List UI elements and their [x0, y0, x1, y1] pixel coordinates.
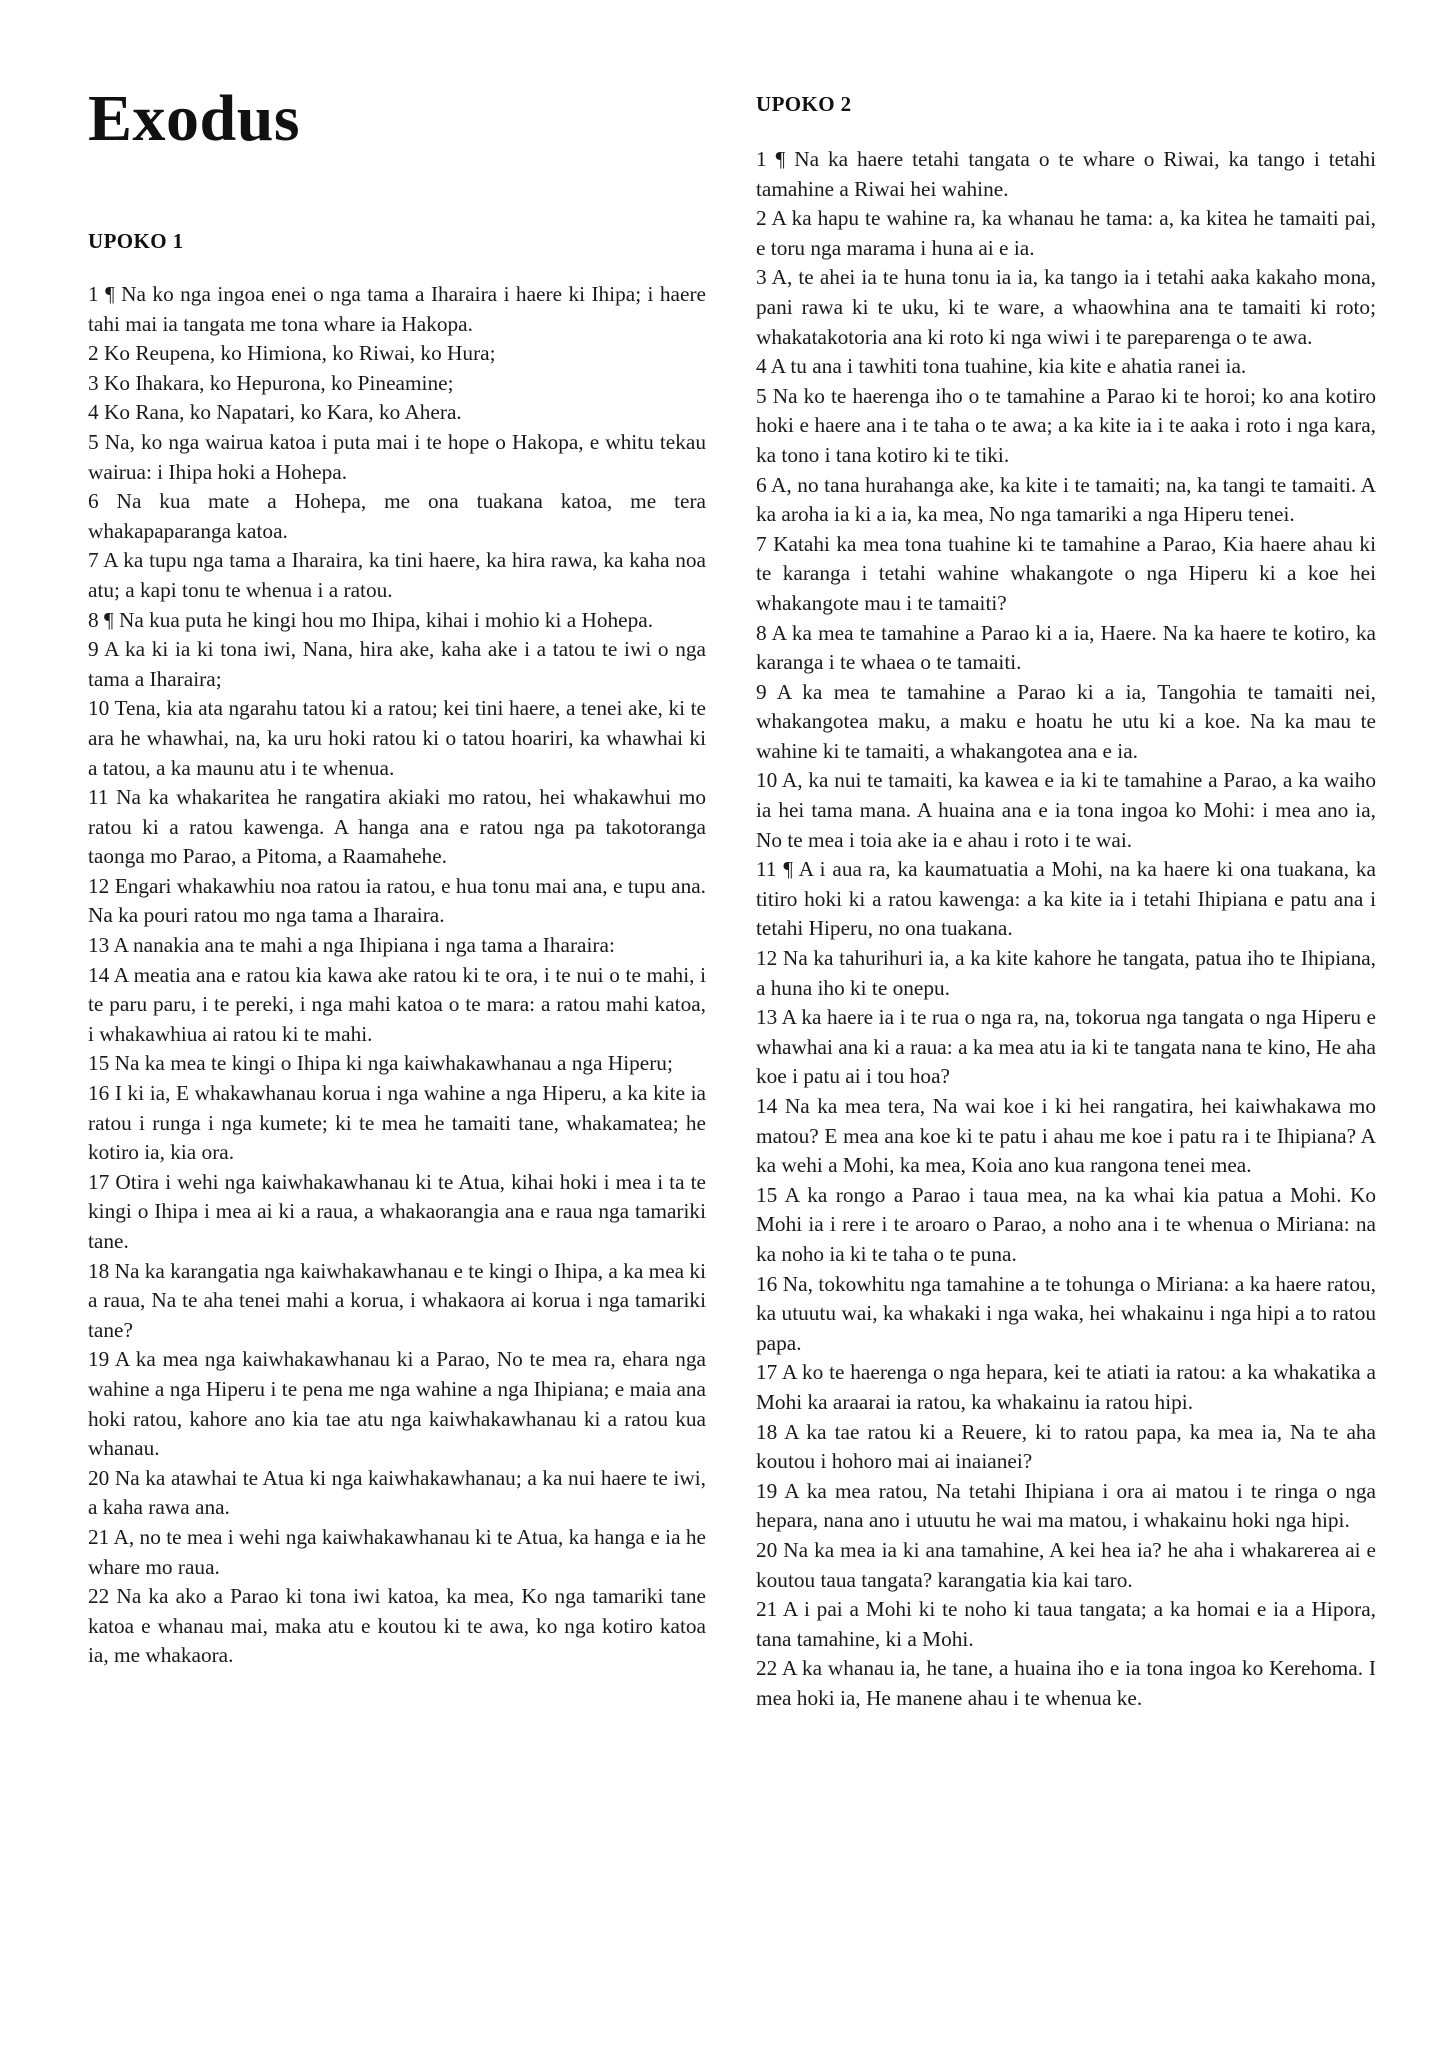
verse: 22 A ka whanau ia, he tane, a huaina iho e ia tona ingoa ko Kerehoma. I mea hoki ia, He manene ahau i te whenua ke. — [756, 1656, 1376, 1710]
verse: 10 Tena, kia ata ngarahu tatou ki a ratou; kei tini haere, a tenei ake, ki te ara he whawhai, na, ka uru hoki ratou ki o tatou hoariri, ka whawhai ki a tatou, a ka maunu atu i te whenua. — [88, 696, 706, 780]
verse: 3 A, te ahei ia te huna tonu ia ia, ka tango ia i tetahi aaka kakaho mona, pani rawa ki te uku, ki te ware, a whaowhina ana te tamaiti ki roto; whakatakotoria ana ki roto ki nga wiwi i te pareparenga o te awa. — [756, 265, 1376, 349]
verse: 22 Na ka ako a Parao ki tona iwi katoa, ka mea, Ko nga tamariki tane katoa e whanau mai, maka atu e koutou ki te awa, ko nga kotiro katoa ia, me whakaora. — [88, 1584, 706, 1668]
verse: 19 A ka mea nga kaiwhakawhanau ki a Parao, No te mea ra, ehara nga wahine a nga Hiperu i te pena me nga wahine a nga Ihipiana; e maia ana hoki ratou, kahore ano kia tae atu nga kaiwhakawhanau ki a ratou kua whanau. — [88, 1347, 706, 1461]
verse: 20 Na ka mea ia ki ana tamahine, A kei hea ia? he aha i whakarerea ai e koutou taua tangata? karangatia kia kai taro. — [756, 1537, 1376, 1592]
verse: 2 Ko Reupena, ko Himiona, ko Riwai, ko Hura; — [88, 341, 496, 366]
verse: 16 I ki ia, E whakawhanau korua i nga wahine a nga Hiperu, a ka kite ia ratou i runga i nga kumete; ki te mea he tamaiti tane, whakamatea; he kotiro ia, kia ora. — [88, 1081, 706, 1165]
verse: 2 A ka hapu te wahine ra, ka whanau he tama: a, ka kitea he tamaiti pai, e toru nga marama i huna ai e ia. — [756, 206, 1376, 260]
verse: 14 A meatia ana e ratou kia kawa ake ratou ki te ora, i te nui o te mahi, i te paru paru, i te pereki, i nga mahi katoa o te mara: a ratou mahi katoa, i whakawhiua ai ratou ki te mahi. — [88, 962, 706, 1046]
verse: 1 ¶ Na ka haere tetahi tangata o te whare o Riwai, ka tango i tetahi tamahine a Riwai hei wahine. — [756, 147, 1376, 201]
verse: 19 A ka mea ratou, Na tetahi Ihipiana i ora ai matou i te ringa o nga hepara, nana ano i utuutu he wai ma matou, i whakainu hoki nga hipi. — [756, 1478, 1376, 1533]
verse: 17 Otira i wehi nga kaiwhakawhanau ki te Atua, kihai hoki i mea i ta te kingi o Ihipa i mea ai ki a raua, a whakaorangia ana e raua nga tamariki tane. — [88, 1169, 706, 1253]
verse: 12 Engari whakawhiu noa ratou ia ratou, e hua tonu mai ana, e tupu ana. Na ka pouri ratou mo nga tama a Iharaira. — [88, 873, 706, 928]
verse: 6 Na kua mate a Hohepa, me ona tuakana katoa, me tera whakapaparanga katoa. — [88, 489, 706, 543]
verse: 20 Na ka atawhai te Atua ki nga kaiwhakawhanau; a ka nui haere te iwi, a kaha rawa ana. — [88, 1465, 706, 1520]
verse: 4 Ko Rana, ko Napatari, ko Kara, ko Ahera. — [88, 400, 462, 425]
verse: 21 A, no te mea i wehi nga kaiwhakawhanau ki te Atua, ka hanga e ia he whare mo raua. — [88, 1524, 706, 1579]
verse: 16 Na, tokowhitu nga tamahine a te tohunga o Miriana: a ka haere ratou, ka utuutu wai, ka whakaki i nga waka, hei whakainu i nga hipi a to ratou papa. — [756, 1271, 1376, 1355]
verse: 8 A ka mea te tamahine a Parao ki a ia, Haere. Na ka haere te kotiro, ka karanga i te whaea o te tamaiti. — [756, 620, 1376, 675]
book-title: Exodus — [88, 82, 301, 155]
verse: 3 Ko Ihakara, ko Hepurona, ko Pineamine; — [88, 370, 454, 395]
verse: 1 ¶ Na ko nga ingoa enei o nga tama a Iharaira i haere ki Ihipa; i haere tahi mai ia tangata me tona whare ia Hakopa. — [88, 282, 706, 336]
verse: 13 A nanakia ana te mahi a nga Ihipiana i nga tama a Iharaira: — [88, 933, 615, 958]
chapter-2-verses — [756, 145, 1376, 1713]
verse: 10 A, ka nui te tamaiti, ka kawea e ia ki te tamahine a Parao, a ka waiho ia hei tama mana. A huaina ana e ia tona ingoa ko Mohi: i mea ano ia, No te mea i toia ake ia e ahau i roto i te wai. — [756, 768, 1376, 852]
verse: 17 A ko te haerenga o nga hepara, kei te atiati ia ratou: a ka whakatika a Mohi ka araarai ia ratou, ka whakainu ia ratou hipi. — [756, 1360, 1376, 1414]
verse: 8 ¶ Na kua puta he kingi hou mo Ihipa, kihai i mohio ki a Hohepa. — [88, 607, 654, 632]
chapter-1-heading: UPOKO 1 — [88, 229, 184, 253]
verse: 5 Na, ko nga wairua katoa i puta mai i te hope o Hakopa, e whitu tekau wairua: i Ihipa hoki a Hohepa. — [88, 429, 706, 484]
verse: 15 Na ka mea te kingi o Ihipa ki nga kaiwhakawhanau a nga Hiperu; — [88, 1051, 673, 1076]
verse: 11 Na ka whakaritea he rangatira akiaki mo ratou, hei whakawhui mo ratou ki a ratou kawenga. A hanga ana e ratou nga pa takotoranga taonga mo Parao, a Pitoma, a Raamahehe. — [88, 785, 706, 869]
chapter-1-verses — [88, 280, 706, 1671]
verse: 13 A ka haere ia i te rua o nga ra, na, tokorua nga tangata o nga Hiperu e whawhai ana ki a raua: a ka mea atu ia ki te tangata nana te kino, He aha koe i patu ai i tou hoa? — [756, 1005, 1376, 1089]
verse: 14 Na ka mea tera, Na wai koe i ki hei rangatira, hei kaiwhakawa mo matou? E mea ana koe ki te patu i ahau me koe i patu ra i te Ihipiana? A ka wehi a Mohi, ka mea, Koia ano kua rangona tenei mea. — [756, 1094, 1376, 1178]
verse: 7 A ka tupu nga tama a Iharaira, ka tini haere, ka hira rawa, ka kaha noa atu; a kapi tonu te whenua i a ratou. — [88, 548, 706, 602]
verse: 6 A, no tana hurahanga ake, ka kite i te tamaiti; na, ka tangi te tamaiti. A ka aroha ia ki a ia, ka mea, No nga tamariki a nga Hiperu tenei. — [756, 472, 1376, 527]
verse: 7 Katahi ka mea tona tuahine ki te tamahine a Parao, Kia haere ahau ki te karanga i tetahi wahine whakangote o nga Hiperu ki a koe hei whakangote mau i te tamaiti? — [756, 531, 1376, 615]
verse: 5 Na ko te haerenga iho o te tamahine a Parao ki te horoi; ko ana kotiro hoki e haere ana i te taha o te awa; a ka kite ia i te aaka i roto i nga kara, ka tono i tana kotiro ki te tiki. — [756, 383, 1376, 467]
chapter-2-heading: UPOKO 2 — [756, 92, 852, 116]
verse: 15 A ka rongo a Parao i taua mea, na ka whai kia patua a Mohi. Ko Mohi ia i rere i te aroaro o Parao, a noho ana i te whenua o Miriana: na ka noho ia ki te taha o te puna. — [756, 1182, 1376, 1266]
verse: 18 A ka tae ratou ki a Reuere, ki to ratou papa, ka mea ia, Na te aha koutou i hohoro mai ai inaianei? — [756, 1419, 1376, 1474]
verse: 9 A ka ki ia ki tona iwi, Nana, hira ake, kaha ake i a tatou te iwi o nga tama a Iharaira; — [88, 637, 706, 691]
verse: 4 A tu ana i tawhiti tona tuahine, kia kite e ahatia ranei ia. — [756, 354, 1247, 379]
verse: 18 Na ka karangatia nga kaiwhakawhanau e te kingi o Ihipa, a ka mea ki a raua, Na te aha tenei mahi a korua, i whakaora ai korua i nga tamariki tane? — [88, 1258, 706, 1342]
verse: 21 A i pai a Mohi ki te noho ki taua tangata; a ka homai e ia a Hipora, tana tamahine, ki a Mohi. — [756, 1597, 1376, 1651]
verse: 12 Na ka tahurihuri ia, a ka kite kahore he tangata, patua iho te Ihipiana, a huna iho ki te onepu. — [756, 946, 1376, 1000]
verse: 9 A ka mea te tamahine a Parao ki a ia, Tangohia te tamaiti nei, whakangotea maku, a maku e hoatu he utu ki a koe. Na ka mau te wahine ki te tamaiti, a whakangotea ana e ia. — [756, 679, 1376, 763]
verse: 11 ¶ A i aua ra, ka kaumatuatia a Mohi, na ka haere ki ona tuakana, ka titiro hoki ki a ratou kawenga: a ka kite ia i tetahi Ihipiana e patu ana i tetahi Hiperu, no ona tuakana. — [756, 857, 1376, 941]
